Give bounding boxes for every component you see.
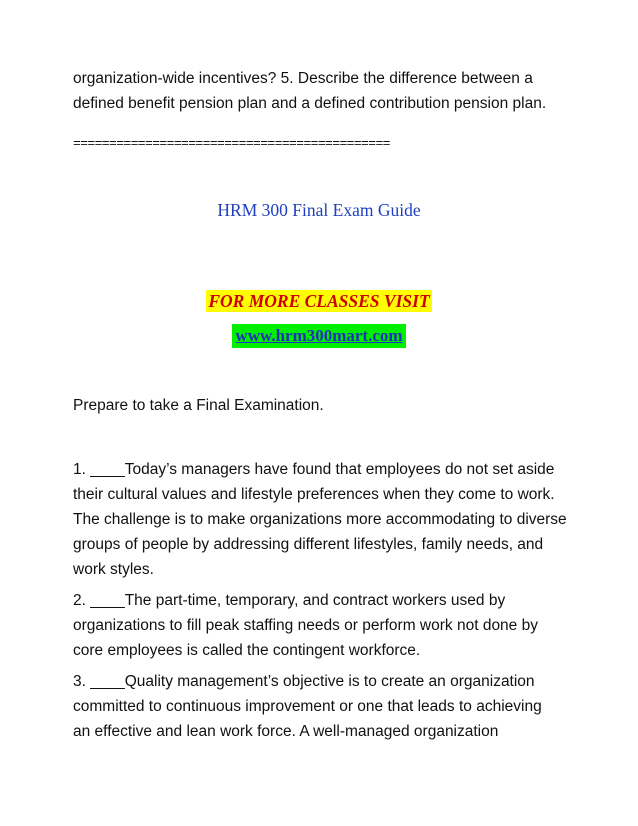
website-link[interactable]: www.hrm300mart.com	[232, 324, 405, 348]
question-line: groups of people by addressing different lifestyles, family needs, and	[73, 536, 544, 553]
question-line: The challenge is to make organizations more accommodating to diverse	[73, 511, 567, 528]
intro-line: defined benefit pension plan and a defined contribution pension plan.	[73, 95, 547, 112]
separator-line: ============================================	[73, 136, 390, 151]
questions-list	[73, 457, 573, 750]
question-item	[73, 457, 573, 582]
question-line: 3. ____Quality management’s objective is to create an organization	[73, 673, 535, 690]
url-banner	[0, 324, 638, 348]
intro-paragraph	[73, 66, 573, 116]
question-line: an effective and lean work force. A well-managed organization	[73, 723, 499, 740]
visit-banner	[0, 290, 638, 312]
intro-line: organization-wide incentives? 5. Describe the difference between a	[73, 70, 533, 87]
question-line: committed to continuous improvement or one that leads to achieving	[73, 698, 542, 715]
question-line: 1. ____Today’s managers have found that employees do not set aside	[73, 461, 555, 478]
question-line: 2. ____The part-time, temporary, and contract workers used by	[73, 592, 506, 609]
question-line: work styles.	[73, 561, 154, 578]
guide-title: HRM 300 Final Exam Guide	[217, 200, 421, 220]
question-line: organizations to fill peak staffing needs or perform work not done by	[73, 617, 538, 634]
prepare-text: Prepare to take a Final Examination.	[73, 397, 324, 414]
question-item	[73, 588, 573, 663]
prepare-paragraph	[73, 393, 573, 418]
question-line: their cultural values and lifestyle preferences when they come to work.	[73, 486, 555, 503]
visit-text: FOR MORE CLASSES VISIT	[208, 291, 430, 311]
question-line: core employees is called the contingent workforce.	[73, 642, 421, 659]
question-item	[73, 669, 573, 744]
